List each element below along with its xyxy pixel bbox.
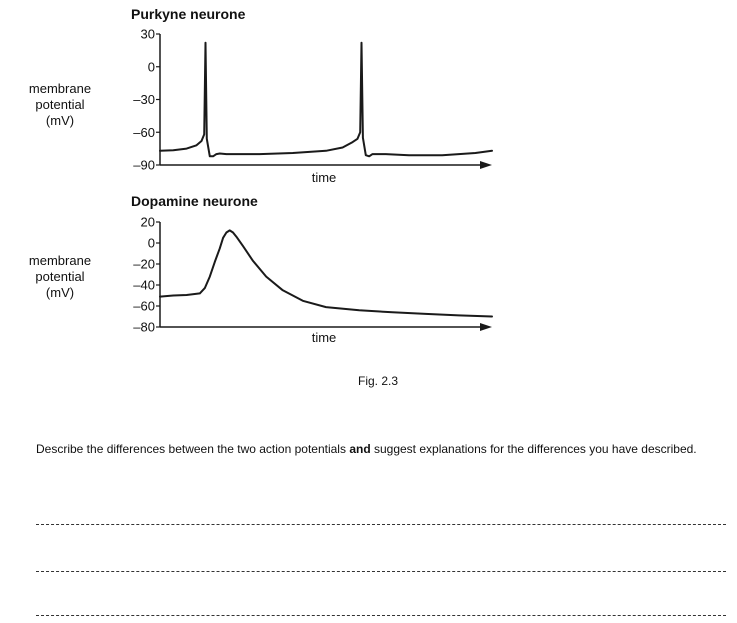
y-tick-label-dopamine: –80 [133,319,155,335]
question-text [36,438,716,461]
y-tick-label-dopamine: 0 [147,235,155,251]
question-text-part: suggest explanations for the differences you have described. [370,442,697,456]
ylabel-line: membrane [28,81,92,96]
question-text-part: Describe the differences between the two action potentials [36,442,350,456]
chart-title-purkyne: Purkyne neurone [131,6,246,22]
y-tick-label-purkyne: –60 [133,124,155,140]
y-tick-label-dopamine: –20 [133,256,155,272]
ylabel-line: membrane [28,253,92,268]
x-axis-label-dopamine: time [311,330,337,345]
chart-title-dopamine: Dopamine neurone [131,193,258,209]
answer-line[interactable] [36,615,726,616]
y-tick-label-dopamine: 20 [140,214,155,230]
answer-line[interactable] [36,524,726,525]
series-line-dopamine [160,230,492,316]
ylabel-line: (mV) [45,113,75,128]
figure-caption: Fig. 2.3 [358,374,399,388]
y-tick-label-purkyne: 30 [140,26,155,42]
ylabel-line: potential [35,97,85,112]
ylabel-line: (mV) [45,285,75,300]
y-tick-label-purkyne: –90 [133,157,155,173]
x-axis-label-purkyne: time [311,170,337,185]
x-axis-arrow-dopamine [480,323,492,331]
ylabel-line: potential [35,269,85,284]
series-line-purkyne [160,43,492,157]
y-tick-label-dopamine: –40 [133,277,155,293]
question-text-bold: and [349,442,371,456]
y-tick-label-purkyne: 0 [147,59,155,75]
chart-dopamine [133,215,492,346]
y-tick-label-dopamine: –60 [133,298,155,314]
answer-line[interactable] [36,571,726,572]
chart-purkyne [133,27,492,186]
x-axis-arrow-purkyne [480,161,492,169]
y-tick-label-purkyne: –30 [133,92,155,107]
